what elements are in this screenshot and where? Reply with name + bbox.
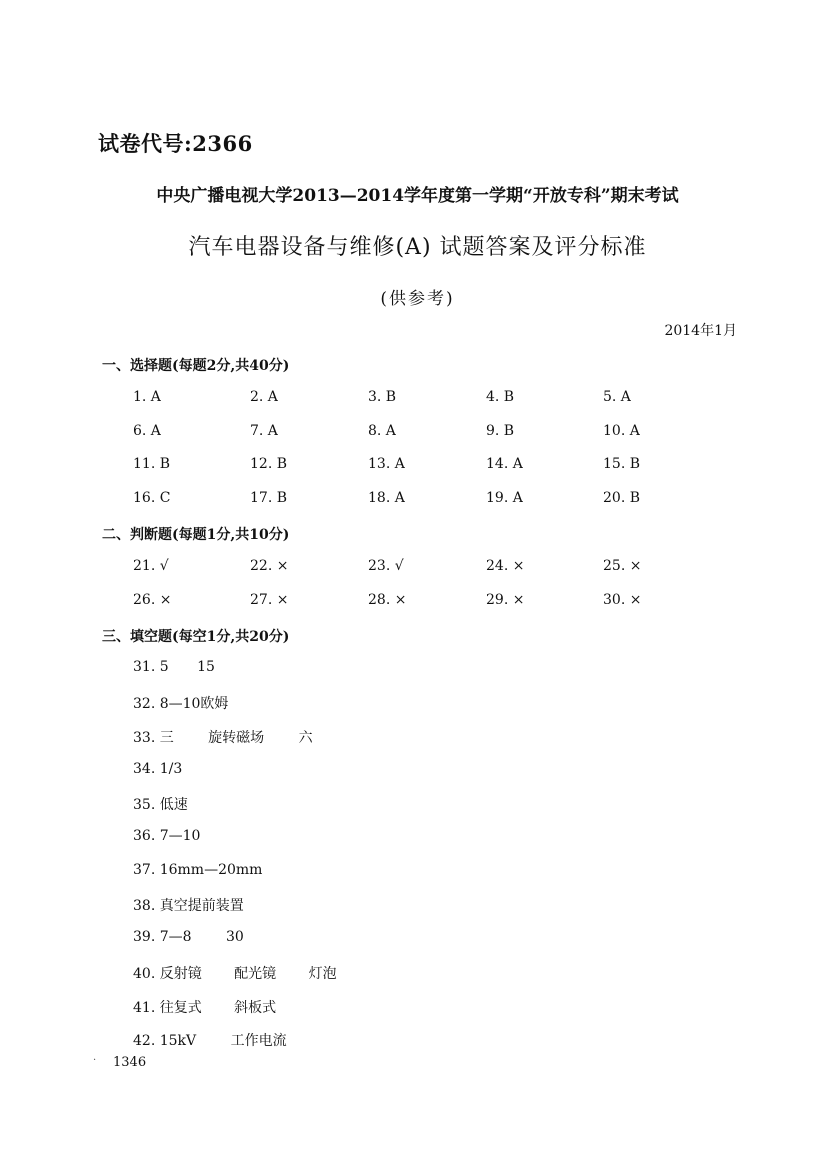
fill-answer-part: 15 (197, 659, 215, 675)
fill-answer-item (133, 997, 276, 1017)
answer-item: 14. A (486, 456, 523, 472)
answer-item: 1. A (133, 389, 161, 405)
fill-answer-part: 37. 16mm—20mm (133, 862, 263, 878)
answer-item: 3. B (368, 389, 397, 405)
answer-item: 8. A (368, 423, 396, 439)
fill-answer-item (133, 794, 188, 814)
fill-answer-item (133, 895, 244, 915)
fill-answer-part: 旋转磁场 (208, 730, 265, 746)
fill-answer-part: 灯泡 (308, 966, 337, 982)
answer-item: 15. B (603, 456, 641, 472)
document-subtitle: (供参考) (380, 289, 455, 309)
fill-answer-part: 工作电流 (230, 1033, 287, 1049)
answer-item: 10. A (603, 423, 640, 439)
fill-answer-item (133, 727, 313, 747)
answer-item: 25. × (603, 558, 642, 574)
fill-answer-part: 41. 往复式 (133, 1000, 202, 1016)
fill-answer-item (133, 1030, 287, 1050)
answer-item: 13. A (368, 456, 405, 472)
fill-answer-part: 六 (298, 730, 313, 746)
section-heading-choice: 一、选择题(每题2分,共40分) (102, 358, 290, 374)
answer-item: 4. B (486, 389, 515, 405)
exam-institution-line: 中央广播电视大学2013—2014学年度第一学期“开放专科”期末考试 (156, 186, 679, 206)
fill-answer-part: 38. 真空提前装置 (133, 898, 244, 914)
answer-item: 2. A (250, 389, 278, 405)
fill-answer-part: 配光镜 (234, 966, 277, 982)
answer-item: 18. A (368, 490, 405, 506)
answer-item: 30. × (603, 592, 642, 608)
answer-item: 12. B (250, 456, 288, 472)
footer-dot: · (93, 1055, 97, 1066)
fill-answer-item (133, 659, 215, 675)
answer-item: 19. A (486, 490, 523, 506)
answer-item: 22. × (250, 558, 289, 574)
answer-item: 17. B (250, 490, 288, 506)
answer-item: 20. B (603, 490, 641, 506)
answer-item: 21. √ (133, 558, 169, 574)
answer-item: 28. × (368, 592, 407, 608)
paper-code: 试卷代号:2366 (98, 131, 253, 156)
fill-answer-part: 34. 1/3 (133, 761, 183, 777)
page-number: 1346 (113, 1055, 147, 1070)
fill-answer-part: 39. 7—8 (133, 929, 192, 945)
answer-item: 11. B (133, 456, 171, 472)
document-date: 2014年1月 (664, 323, 737, 339)
answer-item: 29. × (486, 592, 525, 608)
answer-item: 9. B (486, 423, 515, 439)
answer-item: 23. √ (368, 558, 404, 574)
fill-answer-part: 33. 三 (133, 730, 174, 746)
answer-item: 5. A (603, 389, 631, 405)
fill-answer-item (133, 693, 228, 713)
fill-answer-part: 30 (225, 929, 244, 945)
fill-answer-part: 42. 15kV (133, 1033, 197, 1049)
fill-answer-part: 斜板式 (234, 1000, 277, 1016)
fill-answer-item (133, 963, 337, 983)
answer-item: 27. × (250, 592, 289, 608)
answer-item: 16. C (133, 490, 171, 506)
answer-item: 7. A (250, 423, 278, 439)
section-heading-judgement: 二、判断题(每题1分,共10分) (102, 527, 290, 543)
fill-answer-item (133, 828, 200, 844)
fill-answer-part: 32. 8—10欧姆 (133, 696, 229, 712)
fill-answer-item (133, 862, 262, 878)
fill-answer-part: 31. 5 (133, 659, 169, 675)
fill-answer-part: 35. 低速 (133, 797, 188, 813)
document-title: 汽车电器设备与维修(A) 试题答案及评分标准 (188, 235, 647, 260)
answer-item: 24. × (486, 558, 525, 574)
fill-answer-item (133, 929, 244, 945)
answer-item: 26. × (133, 592, 172, 608)
answer-item: 6. A (133, 423, 161, 439)
fill-answer-part: 36. 7—10 (133, 828, 201, 844)
fill-answer-part: 40. 反射镜 (133, 966, 202, 982)
section-heading-fill-blank: 三、填空题(每空1分,共20分) (102, 629, 290, 645)
fill-answer-item (133, 761, 182, 777)
